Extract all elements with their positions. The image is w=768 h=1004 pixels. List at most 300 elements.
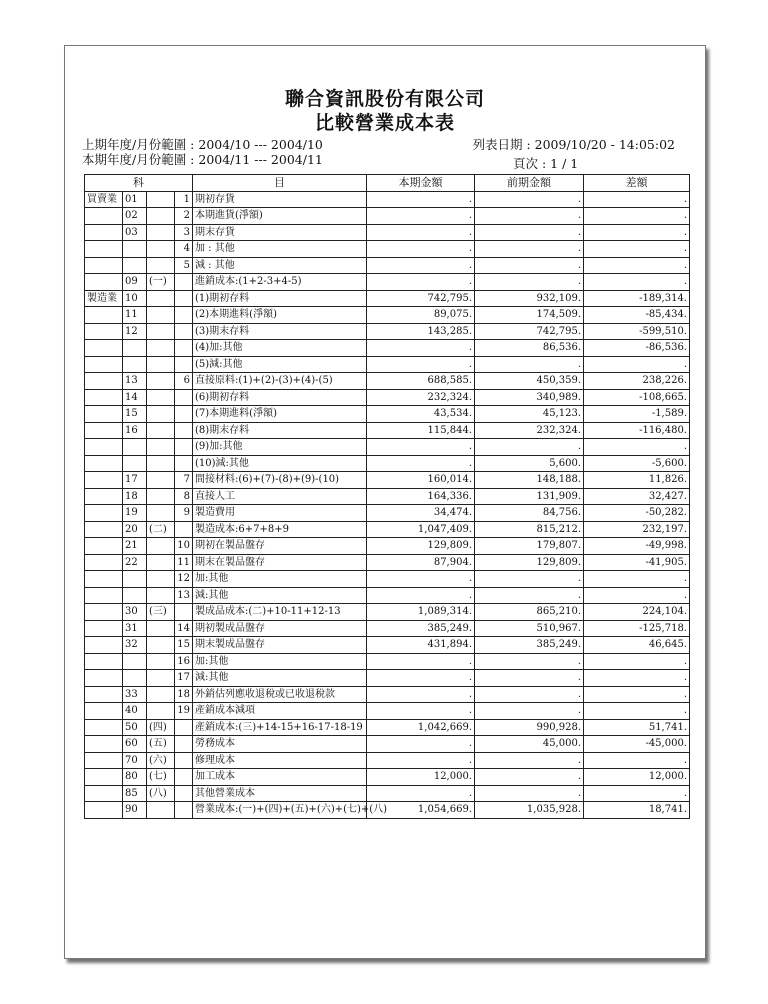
row-line-number	[175, 340, 193, 357]
row-difference: .	[584, 571, 690, 588]
table-row	[85, 356, 690, 373]
row-department	[85, 307, 123, 324]
row-department	[85, 208, 123, 225]
row-section-number: (四)	[147, 719, 175, 736]
row-line-number: 4	[175, 241, 193, 258]
row-difference: -5,600.	[584, 455, 690, 472]
row-section-number	[147, 307, 175, 324]
row-current-amount: .	[367, 257, 475, 274]
row-account-code	[123, 587, 147, 604]
row-previous-amount: .	[475, 785, 584, 802]
row-description: 加:其他	[193, 653, 367, 670]
row-department	[85, 571, 123, 588]
row-description: 營業成本:(一)+(四)+(五)+(六)+(七)+(八)	[193, 802, 367, 819]
row-previous-amount: .	[475, 653, 584, 670]
table-header-row	[85, 175, 690, 192]
row-section-number: (三)	[147, 604, 175, 621]
row-current-amount: 1,042,669.	[367, 719, 475, 736]
row-current-amount: 1,047,409.	[367, 521, 475, 538]
row-current-amount: .	[367, 653, 475, 670]
row-section-number	[147, 373, 175, 390]
row-section-number	[147, 323, 175, 340]
row-current-amount: .	[367, 224, 475, 241]
row-account-code: 19	[123, 505, 147, 522]
row-account-code: 02	[123, 208, 147, 225]
row-line-number: 17	[175, 670, 193, 687]
table-row	[85, 736, 690, 753]
row-account-code	[123, 257, 147, 274]
row-previous-amount: 86,536.	[475, 340, 584, 357]
row-account-code	[123, 356, 147, 373]
row-description: 期初在製品盤存	[193, 538, 367, 555]
row-current-amount: .	[367, 356, 475, 373]
row-department	[85, 736, 123, 753]
row-line-number: 5	[175, 257, 193, 274]
table-row	[85, 257, 690, 274]
row-previous-amount: .	[475, 224, 584, 241]
row-difference: 12,000.	[584, 769, 690, 786]
row-current-amount: 232,324.	[367, 389, 475, 406]
row-description: 減:其他	[193, 587, 367, 604]
row-description: (10)減:其他	[193, 455, 367, 472]
row-department	[85, 538, 123, 555]
table-row	[85, 670, 690, 687]
row-previous-amount: 232,324.	[475, 422, 584, 439]
row-department	[85, 620, 123, 637]
row-description: (5)減:其他	[193, 356, 367, 373]
table-row	[85, 719, 690, 736]
row-account-code: 90	[123, 802, 147, 819]
row-department	[85, 785, 123, 802]
row-previous-amount: 865,210.	[475, 604, 584, 621]
row-section-number	[147, 637, 175, 654]
row-account-code: 10	[123, 290, 147, 307]
row-previous-amount: 340,989.	[475, 389, 584, 406]
table-row	[85, 307, 690, 324]
row-previous-amount: .	[475, 241, 584, 258]
row-department	[85, 323, 123, 340]
row-previous-amount: .	[475, 208, 584, 225]
row-section-number	[147, 554, 175, 571]
row-description: 加 : 其他	[193, 241, 367, 258]
row-current-amount: .	[367, 340, 475, 357]
table-row	[85, 389, 690, 406]
row-line-number: 16	[175, 653, 193, 670]
row-line-number	[175, 389, 193, 406]
row-difference: 18,741.	[584, 802, 690, 819]
row-section-number	[147, 587, 175, 604]
row-previous-amount: 45,000.	[475, 736, 584, 753]
row-section-number	[147, 802, 175, 819]
row-department	[85, 637, 123, 654]
row-difference: .	[584, 686, 690, 703]
row-current-amount: .	[367, 439, 475, 456]
row-department: 買賣業	[85, 191, 123, 208]
row-previous-amount: .	[475, 752, 584, 769]
row-description: (1)期初存料	[193, 290, 367, 307]
row-line-number	[175, 752, 193, 769]
row-line-number: 18	[175, 686, 193, 703]
row-description: 直接原料:(1)+(2)-(3)+(4)-(5)	[193, 373, 367, 390]
table-row	[85, 785, 690, 802]
row-description: 間接材料:(6)+(7)-(8)+(9)-(10)	[193, 472, 367, 489]
row-description: 修理成本	[193, 752, 367, 769]
row-difference: -86,536.	[584, 340, 690, 357]
row-section-number	[147, 422, 175, 439]
header-current-amount: 本期金額	[367, 175, 475, 192]
cost-comparison-table	[84, 174, 690, 819]
row-account-code	[123, 439, 147, 456]
row-current-amount: 1,054,669.	[367, 802, 475, 819]
row-current-amount: .	[367, 571, 475, 588]
row-difference: .	[584, 191, 690, 208]
row-difference: -49,998.	[584, 538, 690, 555]
table-row	[85, 488, 690, 505]
row-line-number	[175, 422, 193, 439]
row-department	[85, 587, 123, 604]
row-line-number	[175, 719, 193, 736]
row-previous-amount: .	[475, 686, 584, 703]
row-department	[85, 670, 123, 687]
row-current-amount: 164,336.	[367, 488, 475, 505]
row-previous-amount: 932,109.	[475, 290, 584, 307]
row-previous-amount: 179,807.	[475, 538, 584, 555]
row-line-number	[175, 521, 193, 538]
table-row	[85, 703, 690, 720]
table-row	[85, 422, 690, 439]
row-account-code: 33	[123, 686, 147, 703]
row-section-number	[147, 191, 175, 208]
row-previous-amount: 174,509.	[475, 307, 584, 324]
row-account-code: 32	[123, 637, 147, 654]
row-line-number: 13	[175, 587, 193, 604]
table-row	[85, 241, 690, 258]
row-account-code: 11	[123, 307, 147, 324]
page-number: 頁次 : 1 / 1	[513, 156, 579, 171]
row-difference: 232,197.	[584, 521, 690, 538]
row-section-number	[147, 290, 175, 307]
table-row	[85, 538, 690, 555]
row-difference: .	[584, 670, 690, 687]
row-previous-amount: .	[475, 703, 584, 720]
row-account-code: 16	[123, 422, 147, 439]
row-department	[85, 241, 123, 258]
row-previous-amount: .	[475, 191, 584, 208]
row-difference: .	[584, 703, 690, 720]
row-department	[85, 257, 123, 274]
table-row	[85, 373, 690, 390]
row-line-number	[175, 802, 193, 819]
row-account-code: 09	[123, 274, 147, 291]
row-previous-amount: 742,795.	[475, 323, 584, 340]
row-section-number	[147, 571, 175, 588]
table-row	[85, 439, 690, 456]
row-description: 產銷成本減項	[193, 703, 367, 720]
row-description: 期末存貨	[193, 224, 367, 241]
row-line-number: 1	[175, 191, 193, 208]
row-account-code: 40	[123, 703, 147, 720]
row-line-number: 11	[175, 554, 193, 571]
row-section-number	[147, 356, 175, 373]
row-difference: -108,665.	[584, 389, 690, 406]
row-current-amount: .	[367, 703, 475, 720]
row-line-number: 15	[175, 637, 193, 654]
row-account-code: 60	[123, 736, 147, 753]
row-department	[85, 389, 123, 406]
row-account-code: 18	[123, 488, 147, 505]
row-current-amount: 385,249.	[367, 620, 475, 637]
row-section-number	[147, 653, 175, 670]
row-department	[85, 422, 123, 439]
row-previous-amount: .	[475, 571, 584, 588]
row-difference: -50,282.	[584, 505, 690, 522]
row-section-number	[147, 703, 175, 720]
row-current-amount: 431,894.	[367, 637, 475, 654]
row-account-code: 70	[123, 752, 147, 769]
row-line-number	[175, 439, 193, 456]
row-difference: 51,741.	[584, 719, 690, 736]
row-account-code: 22	[123, 554, 147, 571]
row-current-amount: .	[367, 686, 475, 703]
row-current-amount: .	[367, 191, 475, 208]
row-difference: -85,434.	[584, 307, 690, 324]
row-section-number	[147, 472, 175, 489]
row-current-amount: .	[367, 785, 475, 802]
table-row	[85, 274, 690, 291]
table-row	[85, 571, 690, 588]
row-account-code	[123, 653, 147, 670]
row-previous-amount: 131,909.	[475, 488, 584, 505]
row-line-number: 9	[175, 505, 193, 522]
report-page	[64, 45, 706, 959]
row-previous-amount: .	[475, 356, 584, 373]
report-title: 比較營業成本表	[314, 112, 455, 134]
row-department	[85, 488, 123, 505]
row-previous-amount: .	[475, 670, 584, 687]
row-previous-amount: .	[475, 439, 584, 456]
row-description: 產銷成本:(三)+14-15+16-17-18-19	[193, 719, 367, 736]
table-row	[85, 752, 690, 769]
row-department	[85, 802, 123, 819]
row-department	[85, 752, 123, 769]
row-difference: -599,510.	[584, 323, 690, 340]
table-row	[85, 323, 690, 340]
row-difference: 46,645.	[584, 637, 690, 654]
row-description: 期初製成品盤存	[193, 620, 367, 637]
row-description: 期末製成品盤存	[193, 637, 367, 654]
print-date: 列表日期 : 2009/10/20 - 14:05:02	[472, 137, 675, 152]
row-description: 期初存貨	[193, 191, 367, 208]
row-difference: -116,480.	[584, 422, 690, 439]
row-difference: .	[584, 208, 690, 225]
row-difference: .	[584, 752, 690, 769]
table-row	[85, 620, 690, 637]
row-department	[85, 686, 123, 703]
row-department	[85, 653, 123, 670]
row-description: (8)期末存料	[193, 422, 367, 439]
table-row	[85, 554, 690, 571]
company-name: 聯合資訊股份有限公司	[284, 88, 485, 110]
row-section-number	[147, 439, 175, 456]
row-previous-amount: .	[475, 257, 584, 274]
row-account-code	[123, 571, 147, 588]
row-line-number	[175, 274, 193, 291]
row-account-code: 20	[123, 521, 147, 538]
row-description: (7)本期進料(淨額)	[193, 406, 367, 423]
row-previous-amount: 385,249.	[475, 637, 584, 654]
header-previous-amount: 前期金額	[475, 175, 584, 192]
previous-period-range: 上期年度/月份範圍 : 2004/10 --- 2004/10	[82, 137, 323, 152]
row-description: 勞務成本	[193, 736, 367, 753]
row-account-code: 14	[123, 389, 147, 406]
row-line-number: 12	[175, 571, 193, 588]
row-department	[85, 505, 123, 522]
row-current-amount: 160,014.	[367, 472, 475, 489]
row-line-number: 10	[175, 538, 193, 555]
row-description: 加:其他	[193, 571, 367, 588]
row-difference: .	[584, 224, 690, 241]
table-row	[85, 587, 690, 604]
row-difference: .	[584, 439, 690, 456]
table-row	[85, 455, 690, 472]
row-section-number	[147, 241, 175, 258]
row-current-amount: .	[367, 274, 475, 291]
row-section-number: (六)	[147, 752, 175, 769]
row-account-code: 21	[123, 538, 147, 555]
row-section-number	[147, 406, 175, 423]
row-line-number: 3	[175, 224, 193, 241]
row-account-code	[123, 455, 147, 472]
row-line-number	[175, 604, 193, 621]
row-section-number	[147, 620, 175, 637]
row-previous-amount: 450,359.	[475, 373, 584, 390]
row-account-code: 30	[123, 604, 147, 621]
row-description: (2)本期進料(淨額)	[193, 307, 367, 324]
row-previous-amount: .	[475, 587, 584, 604]
row-account-code: 15	[123, 406, 147, 423]
row-department	[85, 406, 123, 423]
row-account-code: 50	[123, 719, 147, 736]
row-line-number	[175, 455, 193, 472]
row-previous-amount: 84,756.	[475, 505, 584, 522]
table-row	[85, 686, 690, 703]
row-difference: -41,905.	[584, 554, 690, 571]
row-line-number	[175, 307, 193, 324]
row-line-number	[175, 769, 193, 786]
row-current-amount: 129,809.	[367, 538, 475, 555]
table-row	[85, 472, 690, 489]
row-department	[85, 274, 123, 291]
row-department	[85, 554, 123, 571]
row-current-amount: 89,075.	[367, 307, 475, 324]
row-previous-amount: 815,212.	[475, 521, 584, 538]
row-difference: -125,718.	[584, 620, 690, 637]
row-description: (4)加:其他	[193, 340, 367, 357]
row-account-code: 03	[123, 224, 147, 241]
table-row	[85, 521, 690, 538]
row-difference: .	[584, 274, 690, 291]
row-account-code: 31	[123, 620, 147, 637]
row-line-number: 2	[175, 208, 193, 225]
row-description: 製成品成本:(二)+10-11+12-13	[193, 604, 367, 621]
header-item-right: 目	[193, 175, 367, 192]
row-difference: .	[584, 257, 690, 274]
row-department	[85, 455, 123, 472]
row-department	[85, 340, 123, 357]
row-difference: 32,427.	[584, 488, 690, 505]
header-difference: 差額	[584, 175, 690, 192]
row-current-amount: 12,000.	[367, 769, 475, 786]
row-previous-amount: 510,967.	[475, 620, 584, 637]
row-difference: -45,000.	[584, 736, 690, 753]
row-current-amount: .	[367, 587, 475, 604]
row-previous-amount: 129,809.	[475, 554, 584, 571]
row-department	[85, 373, 123, 390]
table-row	[85, 653, 690, 670]
row-difference: .	[584, 356, 690, 373]
row-department	[85, 604, 123, 621]
row-current-amount: .	[367, 752, 475, 769]
row-current-amount: 742,795.	[367, 290, 475, 307]
row-description: 其他營業成本	[193, 785, 367, 802]
row-previous-amount: 148,188.	[475, 472, 584, 489]
table-row	[85, 208, 690, 225]
row-section-number	[147, 208, 175, 225]
row-account-code: 85	[123, 785, 147, 802]
table-row	[85, 340, 690, 357]
row-difference: .	[584, 653, 690, 670]
row-department	[85, 224, 123, 241]
row-current-amount: 115,844.	[367, 422, 475, 439]
row-difference: 11,826.	[584, 472, 690, 489]
row-difference: 238,226.	[584, 373, 690, 390]
row-account-code: 17	[123, 472, 147, 489]
row-department: 製造業	[85, 290, 123, 307]
row-account-code: 80	[123, 769, 147, 786]
row-section-number	[147, 505, 175, 522]
row-current-amount: 688,585.	[367, 373, 475, 390]
row-department	[85, 703, 123, 720]
row-line-number: 8	[175, 488, 193, 505]
row-section-number	[147, 538, 175, 555]
row-department	[85, 769, 123, 786]
row-section-number	[147, 257, 175, 274]
row-description: (3)期末存料	[193, 323, 367, 340]
row-description: 製造成本:6+7+8+9	[193, 521, 367, 538]
row-line-number	[175, 290, 193, 307]
row-department	[85, 719, 123, 736]
row-current-amount: .	[367, 241, 475, 258]
row-description: (9)加:其他	[193, 439, 367, 456]
row-section-number: (七)	[147, 769, 175, 786]
row-section-number	[147, 224, 175, 241]
row-department	[85, 521, 123, 538]
row-account-code	[123, 241, 147, 258]
row-line-number	[175, 785, 193, 802]
row-current-amount: .	[367, 208, 475, 225]
row-description: 減 : 其他	[193, 257, 367, 274]
table-row	[85, 637, 690, 654]
row-difference: -1,589.	[584, 406, 690, 423]
row-line-number: 6	[175, 373, 193, 390]
row-description: 本期進貨(淨額)	[193, 208, 367, 225]
row-difference: .	[584, 587, 690, 604]
current-period-range: 本期年度/月份範圍 : 2004/11 --- 2004/11	[82, 152, 323, 167]
row-description: 減:其他	[193, 670, 367, 687]
row-current-amount: 143,285.	[367, 323, 475, 340]
table-row	[85, 802, 690, 819]
row-current-amount: .	[367, 455, 475, 472]
